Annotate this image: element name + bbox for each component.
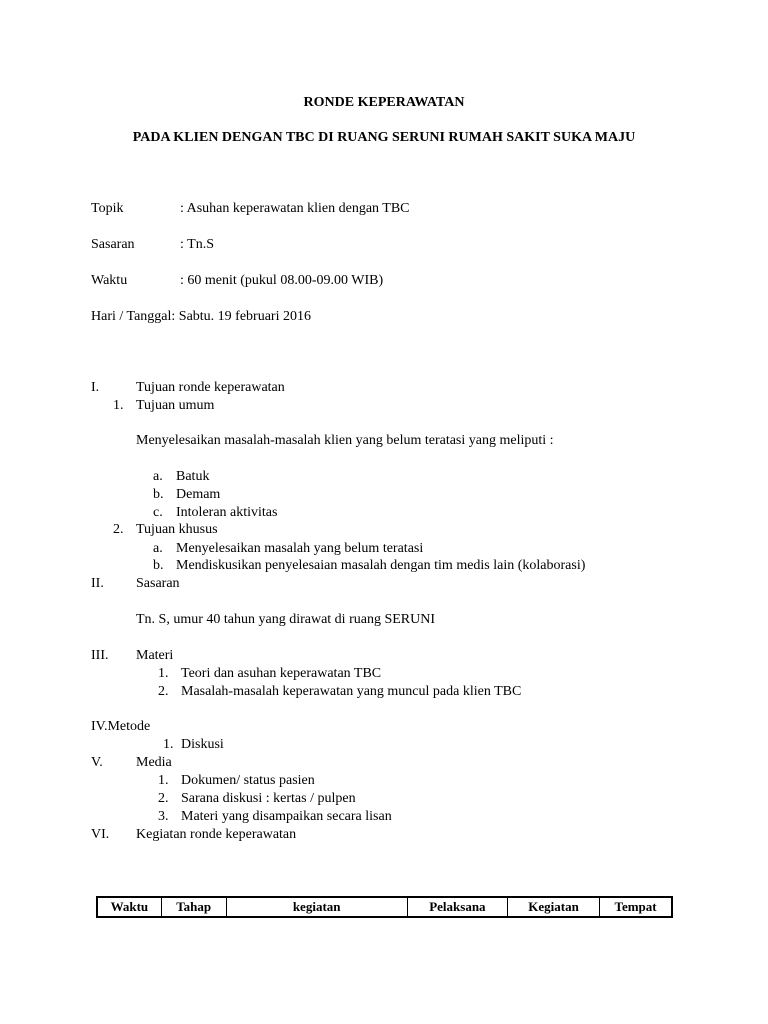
section-2-number: II. xyxy=(91,576,104,591)
section-1-sub-1-number: 1. xyxy=(113,398,124,413)
list-marker: 1. xyxy=(163,737,174,752)
section-1-heading: Tujuan ronde keperawatan xyxy=(136,380,285,395)
section-2-heading: Sasaran xyxy=(136,576,180,591)
list-marker: c. xyxy=(153,505,163,520)
activity-table xyxy=(96,896,673,918)
list-item: Menyelesaikan masalah yang belum teratasi xyxy=(176,541,424,556)
section-5-heading: Media xyxy=(136,755,172,770)
sasaran-value: : Tn.S xyxy=(180,237,214,252)
table-header-cell: Kegiatan xyxy=(507,897,599,917)
list-marker: 2. xyxy=(158,791,169,806)
list-item: Mendiskusikan penyelesaian masalah dengan tim medis lain (kolaborasi) xyxy=(176,558,586,573)
section-1-sub-1-heading: Tujuan umum xyxy=(136,398,215,413)
hari-tanggal: Hari / Tanggal: Sabtu. 19 februari 2016 xyxy=(91,309,311,324)
list-marker: a. xyxy=(153,469,163,484)
sasaran-label: Sasaran xyxy=(91,237,135,252)
table-header-cell: Waktu xyxy=(97,897,161,917)
list-item: Materi yang disampaikan secara lisan xyxy=(181,809,392,824)
list-item: Demam xyxy=(176,487,221,502)
document-subtitle: PADA KLIEN DENGAN TBC DI RUANG SERUNI RUMAH SAKIT SUKA MAJU xyxy=(132,130,636,145)
section-4-heading: IV.Metode xyxy=(91,719,151,734)
topik-label: Topik xyxy=(91,201,124,216)
list-item: Masalah-masalah keperawatan yang muncul pada klien TBC xyxy=(181,684,522,699)
list-marker: 1. xyxy=(158,666,169,681)
section-6-number: VI. xyxy=(91,827,110,842)
list-item: Batuk xyxy=(176,469,210,484)
list-marker: 3. xyxy=(158,809,169,824)
table-header-row xyxy=(97,897,672,917)
section-3-number: III. xyxy=(91,648,109,663)
table-header-cell: Pelaksana xyxy=(407,897,507,917)
table-header-cell: Tempat xyxy=(600,897,672,917)
waktu-label: Waktu xyxy=(91,273,128,288)
section-1-number: I. xyxy=(91,380,100,395)
list-item: Intoleran aktivitas xyxy=(176,505,278,520)
list-marker: a. xyxy=(153,541,163,556)
section-5-number: V. xyxy=(91,755,103,770)
table-header-cell: Tahap xyxy=(161,897,226,917)
section-1-sub-2-number: 2. xyxy=(113,522,124,537)
document-title: RONDE KEPERAWATAN xyxy=(303,95,465,110)
section-2-text: Tn. S, umur 40 tahun yang dirawat di ruang SERUNI xyxy=(136,612,436,627)
list-item: Diskusi xyxy=(181,737,224,752)
list-marker: b. xyxy=(153,487,164,502)
section-3-heading: Materi xyxy=(136,648,174,663)
topik-value: : Asuhan keperawatan klien dengan TBC xyxy=(180,201,410,216)
waktu-value: : 60 menit (pukul 08.00-09.00 WIB) xyxy=(180,273,384,288)
list-item: Teori dan asuhan keperawatan TBC xyxy=(181,666,382,681)
section-6-heading: Kegiatan ronde keperawatan xyxy=(136,827,297,842)
list-marker: 2. xyxy=(158,684,169,699)
section-1-sub-2-heading: Tujuan khusus xyxy=(136,522,218,537)
section-1-sub-1-text: Menyelesaikan masalah-masalah klien yang belum teratasi yang meliputi : xyxy=(136,433,554,448)
list-item: Sarana diskusi : kertas / pulpen xyxy=(181,791,356,806)
list-marker: 1. xyxy=(158,773,169,788)
list-item: Dokumen/ status pasien xyxy=(181,773,315,788)
list-marker: b. xyxy=(153,558,164,573)
table-header-cell: kegiatan xyxy=(226,897,407,917)
